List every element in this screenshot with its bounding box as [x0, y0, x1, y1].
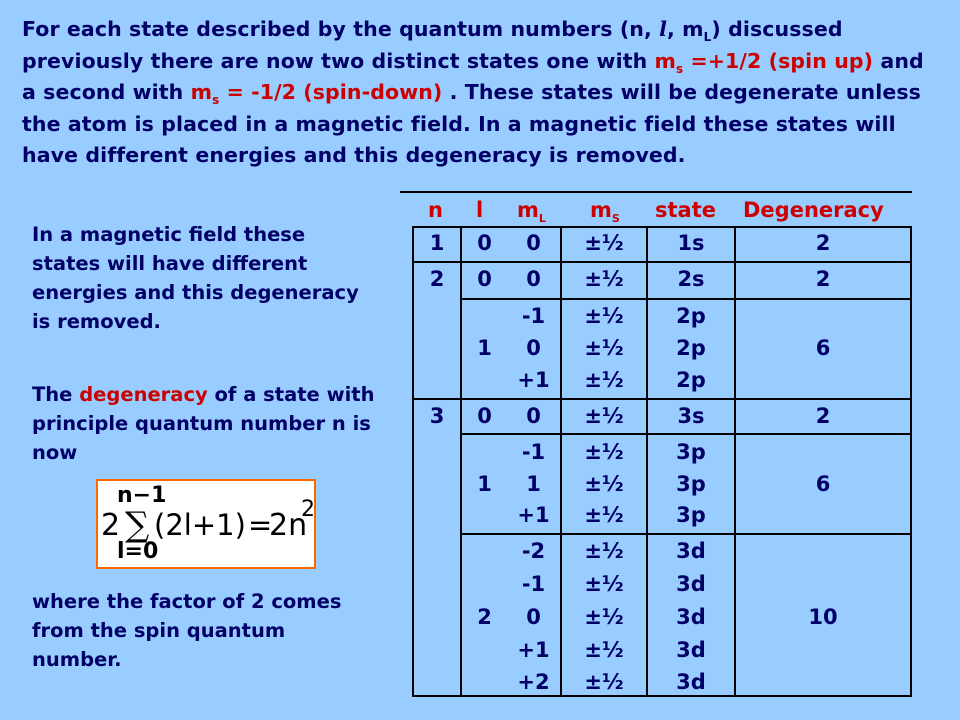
table-cell: 2: [815, 231, 831, 255]
table-cell: 2: [477, 605, 492, 629]
table-cell: +2: [517, 670, 550, 694]
table-cell: -2: [521, 539, 546, 563]
row-rule-2s: [460, 298, 910, 300]
table-cell: +1: [517, 503, 550, 527]
table-cell: ±½: [584, 539, 624, 563]
table-top-rule: [400, 191, 912, 193]
table-cell: 6: [815, 336, 831, 360]
table-cell: ±½: [584, 267, 624, 291]
table-cell: 1: [526, 472, 541, 496]
degeneracy-note: The degeneracy of a state with principle quantum number n is now: [32, 383, 375, 464]
table-cell: 2p: [676, 336, 706, 360]
table-cell: 2: [815, 267, 831, 291]
table-cell: 6: [815, 472, 831, 496]
table-cell: 0: [477, 231, 492, 255]
table-cell: 0: [477, 404, 492, 428]
table-cell: 2: [815, 404, 831, 428]
table-cell: 0: [477, 267, 492, 291]
table-cell: 0: [526, 231, 541, 255]
table-cell: ±½: [584, 231, 624, 255]
table-cell: ±½: [584, 605, 624, 629]
magnetic-field-note: In a magnetic field these states will have different energies and this degeneracy is removed.: [32, 223, 359, 333]
header-ms: $m_S$: [590, 198, 620, 226]
table-cell: -1: [521, 572, 546, 596]
quantum-state-table: [412, 226, 912, 697]
intro-paragraph: For each state described by the quantum numbers (n, l, $m_L$) discussed previously there are now two distinct states one with $m_s =+1/2$ (spin up) and a second with $m_s = -1/2$ (spin-down) . These states will be degenerate unless the atom is placed in a magnetic field. In a magnetic field these states will have different energies and this degeneracy is removed.: [22, 17, 924, 167]
table-cell: 1: [477, 336, 492, 360]
table-cell: 3d: [676, 572, 706, 596]
table-cell: 0: [526, 267, 541, 291]
table-cell: 3p: [676, 472, 706, 496]
table-cell: -1: [521, 440, 546, 464]
spin-factor-note: where the factor of 2 comes from the spin quantum number.: [32, 590, 342, 671]
table-cell: ±½: [584, 368, 624, 392]
degeneracy-formula: n−1 2 ∑ (2l+1) = 2n 2 l=0: [96, 479, 316, 569]
table-cell: ±½: [584, 503, 624, 527]
table-cell: 3: [429, 404, 445, 428]
table-cell: ±½: [584, 404, 624, 428]
table-cell: 2p: [676, 368, 706, 392]
table-cell: ±½: [584, 336, 624, 360]
table-cell: 1s: [677, 231, 705, 255]
row-rule-shell2: [414, 398, 910, 400]
table-cell: 2: [429, 267, 445, 291]
header-state: state: [655, 198, 716, 222]
row-rule-shell1: [414, 261, 910, 263]
table-cell: 1: [477, 472, 492, 496]
table-cell: 0: [526, 605, 541, 629]
table-cell: ±½: [584, 572, 624, 596]
table-cell: 2p: [676, 304, 706, 328]
table-cell: 3d: [676, 670, 706, 694]
table-cell: -1: [521, 304, 546, 328]
table-cell: ±½: [584, 440, 624, 464]
table-cell: +1: [517, 638, 550, 662]
header-degeneracy: Degeneracy: [743, 198, 884, 222]
table-cell: ±½: [584, 670, 624, 694]
table-cell: 3p: [676, 440, 706, 464]
table-cell: 10: [808, 605, 838, 629]
table-cell: 3d: [676, 539, 706, 563]
table-cell: 0: [526, 336, 541, 360]
table-cell: 3p: [676, 503, 706, 527]
table-cell: ±½: [584, 472, 624, 496]
row-rule-3s: [460, 433, 910, 435]
table-cell: 3d: [676, 605, 706, 629]
table-cell: 1: [429, 231, 445, 255]
table-cell: +1: [517, 368, 550, 392]
table-cell: 3d: [676, 638, 706, 662]
table-cell: ±½: [584, 304, 624, 328]
table-cell: 3s: [677, 404, 705, 428]
header-l: l: [476, 198, 484, 222]
row-rule-3p: [460, 533, 910, 535]
header-n: n: [428, 198, 443, 222]
table-cell: ±½: [584, 638, 624, 662]
table-cell: 2s: [677, 267, 705, 291]
header-ml: $m_L$: [517, 198, 546, 226]
table-cell: 0: [526, 404, 541, 428]
